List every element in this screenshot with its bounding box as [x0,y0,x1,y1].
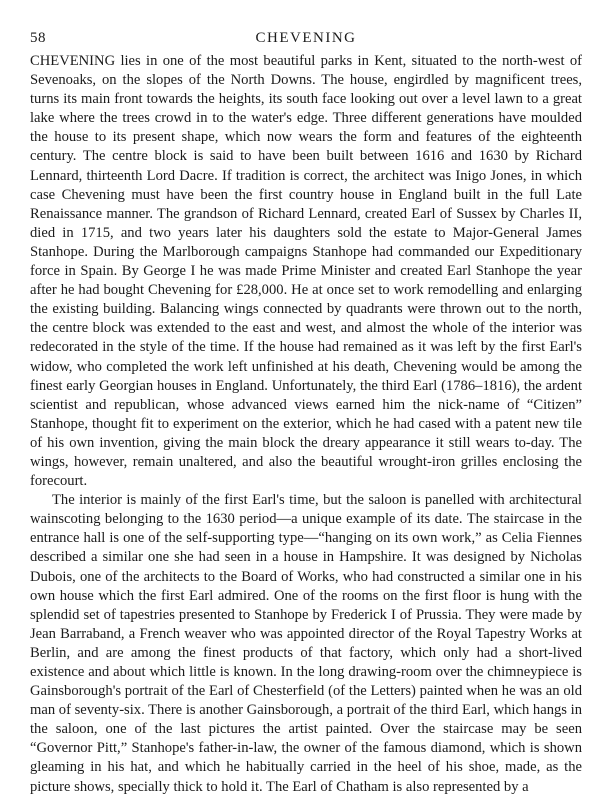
body-text [30,52,582,797]
running-head: CHEVENING [255,30,357,46]
book-page [30,30,582,797]
page-header [30,30,582,50]
paragraph-1: CHEVENING lies in one of the most beautiful parks in Kent, situated to the north-west of Sevenoaks, on the slopes of the North Downs. The house, engirdled by magnificent trees, turns its main front towards the heights, its south face looking out over a level lawn to a great lake where the trees crowd in to the water's edge. Three different generations have moulded the house to its present shape, which now wears the form and features of the eighteenth century. The centre block is said to have been built between 1616 and 1630 by Richard Lennard, thirteenth Lord Dacre. If tradition is correct, the architect was Inigo Jones, in which case Chevening must have been the first country house in England built in the full Late Renaissance manner. The grandson of Richard Lennard, created Earl of Sussex by Charles II, died in 1715, and two years later his daughters sold the estate to Major-General James Stanhope. During the Marlborough campaigns Stanhope had commanded our Expeditionary force in Spain. By George I he was made Prime Minister and created Earl Stanhope the year after he had bought Chevening for £28,000. He at once set to work remodelling and enlarging the existing building. Balancing wings connected by quadrants were thrown out to the north, the centre block was extended to the east and west, and almost the whole of the interior was redecorated in the style of the time. If the house had remained as it was left by the first Earl's widow, who completed the work left unfinished at his death, Chevening would be among the finest early Georgian houses in England. Unfortunately, the third Earl (1786–1816), the ardent scientist and republican, whose advanced views earned him the nick-name of “Citizen” Stanhope, thought fit to experiment on the exterior, which he had cased with a patent new tile of his own invention, giving the main block the dreary appearance it still wears to-day. The wings, however, remain unaltered, and also the beautiful wrought-iron grilles enclosing the forecourt. [30,53,582,490]
page-number: 58 [30,30,46,46]
paragraph-2: The interior is mainly of the first Earl's time, but the saloon is panelled with architectural wainscoting belonging to the 1630 period—a unique example of its date. The staircase in the entrance hall is one of the self-supporting type—“hanging on its own work,” as Celia Fiennes described a similar one she had seen in a house in Hampshire. It was designed by Nicholas Dubois, one of the architects to the Board of Works, who had constructed a similar one in his own house which the first Earl admired. One of the rooms on the first floor is hung with the splendid set of tapestries presented to Stanhope by Frederick I of Prussia. They were made by Jean Barraband, a French weaver who was appointed director of the Royal Tapestry Works at Berlin, and are among the finest products of that factory, which only had a short-lived existence and about which little is known. In the long drawing-room over the chimneypiece is Gainsborough's portrait of the Earl of Chesterfield (of the Letters) painted when he was an old man of seventy-six. There is another Gainsborough, a portrait of the third Earl, which hangs in the saloon, one of the last pictures the artist painted. Over the staircase may be seen “Governor Pitt,” Stanhope's father-in-law, the owner of the famous diamond, which is shown gleaming in his hat, and which he habitually carried in the heel of his shoe, made, as the picture shows, specially thick to hold it. The Earl of Chatham is also represented by a [30,492,582,795]
